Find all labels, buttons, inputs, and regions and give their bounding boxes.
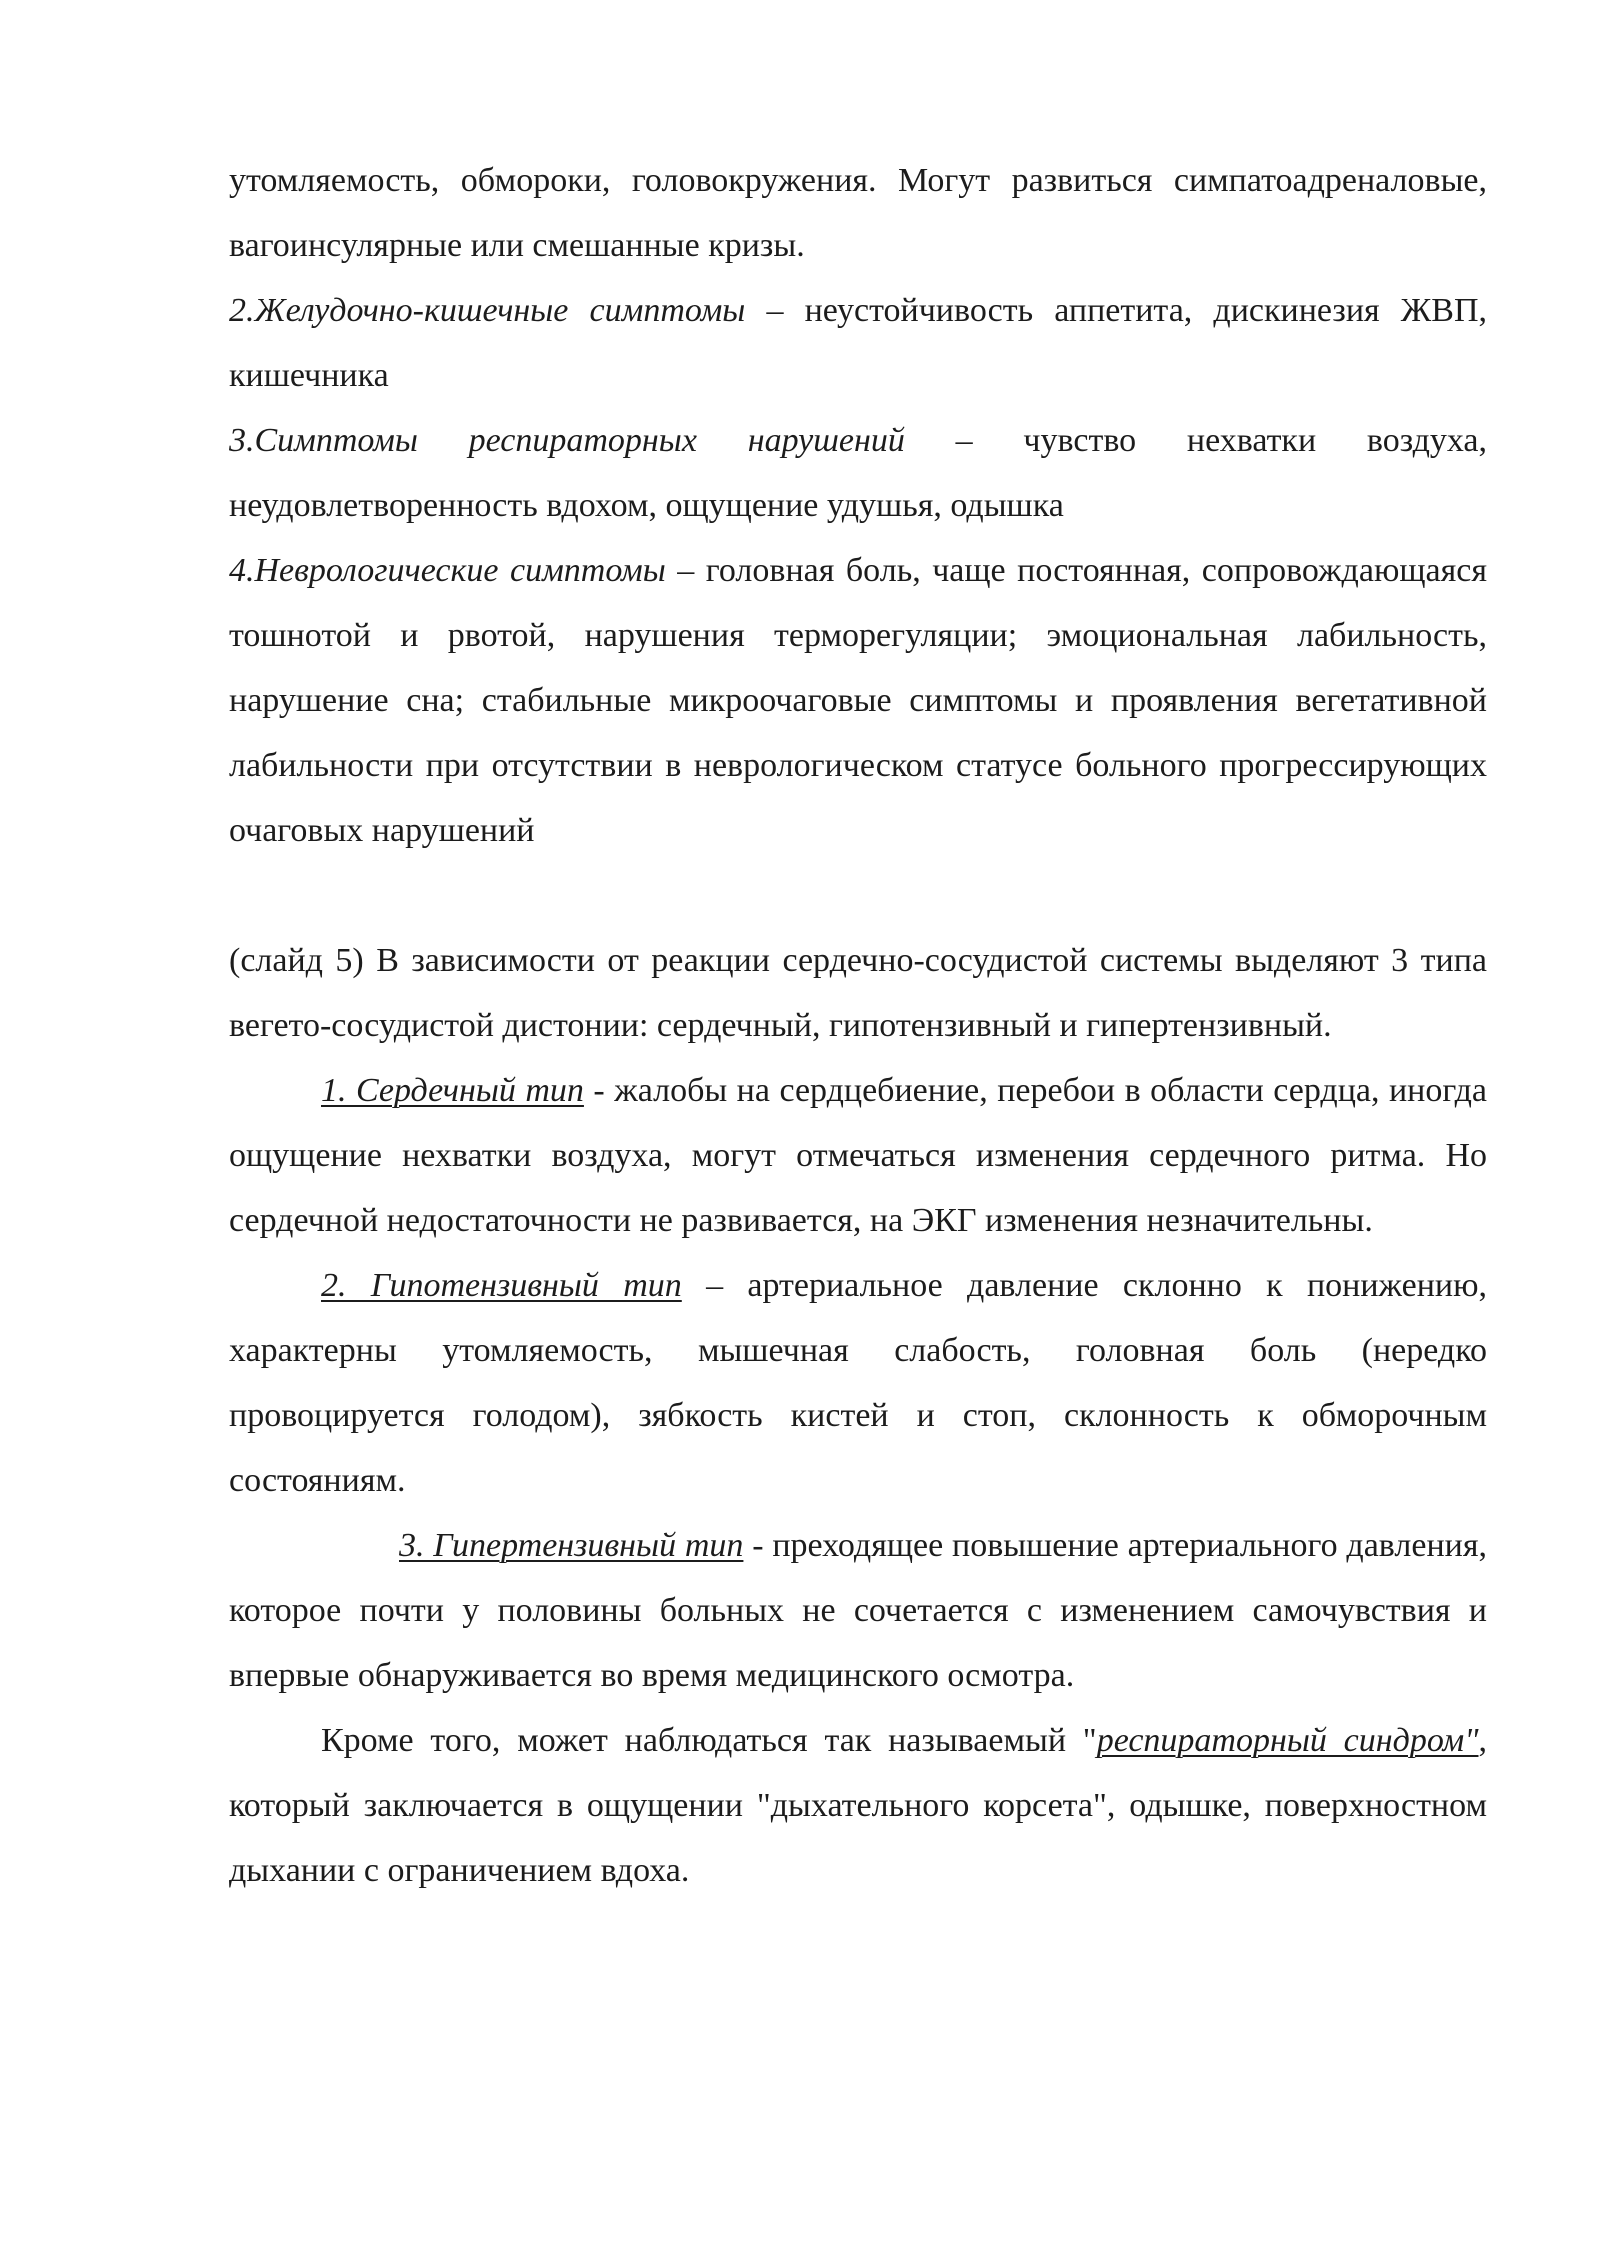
paragraph-text: утомляемость, обмороки, головокружения. Могут развиться симпатоадреналовые, вагоинсулярные или смешанные кризы. [229,162,1487,264]
paragraph-text: – головная боль, чаще постоянная, сопровождающаяся тошнотой и рвотой, нарушения терморегуляции; эмоциональная лабильность, нарушение сна; стабильные микроочаговые симптомы и проявления вегетативной лабильности при отсутствии в неврологическом статусе больного прогрессирующих очаговых нарушений [229,552,1487,849]
paragraph-heading: 3. Гипертензивный тип [399,1527,744,1564]
paragraph-gap [229,863,1487,928]
paragraph-cardiac-type [229,1058,1487,1253]
paragraph-slide-5 [229,928,1487,1058]
paragraph-heading: 4.Неврологические симптомы [229,552,666,589]
paragraph-heading: 2.Желудочно-кишечные симптомы [229,292,746,329]
document-body [229,148,1487,1903]
paragraph-heading: 1. Сердечный тип [321,1072,584,1109]
paragraph-respiratory-symptoms [229,408,1487,538]
paragraph-text: - преходящее повышение артериального давления, которое почти у половины больных не сочетается с изменением самочувствия и впервые обнаруживается во время медицинского осмотра. [229,1527,1487,1694]
paragraph-neuro-symptoms [229,538,1487,863]
paragraph-hypotensive-type [229,1253,1487,1513]
paragraph-text: , который заключается в ощущении "дыхательного корсета", одышке, поверхностном дыхании с ограничением вдоха. [229,1722,1487,1889]
paragraph-hypertensive-type [229,1513,1487,1708]
paragraph-gastro-symptoms [229,278,1487,408]
paragraph-text: – неустойчивость аппетита, дискинезия ЖВП, кишечника [229,292,1487,394]
paragraph-respiratory-syndrome [229,1708,1487,1903]
paragraph-text: – артериальное давление склонно к понижению, характерны утомляемость, мышечная слабость, головная боль (нередко провоцируется голодом), зябкость кистей и стоп, склонность к обморочным состояниям. [229,1267,1487,1499]
paragraph-heading: 3.Симптомы респираторных нарушений [229,422,905,459]
paragraph-text: - жалобы на сердцебиение, перебои в области сердца, иногда ощущение нехватки воздуха, могут отмечаться изменения сердечного ритма. Но сердечной недостаточности не развивается, на ЭКГ изменения незначительны. [229,1072,1487,1239]
paragraph-heading: 2. Гипотензивный тип [321,1267,682,1304]
paragraph-text: Кроме того, может наблюдаться так называемый " [321,1722,1097,1759]
paragraph-text: – чувство нехватки воздуха, неудовлетворенность вдохом, ощущение удушья, одышка [229,422,1488,524]
paragraph-text: (слайд 5) В зависимости от реакции сердечно-сосудистой системы выделяют 3 типа вегето-сосудистой дистонии: сердечный, гипотензивный и гипертензивный. [229,942,1487,1044]
paragraph-term: респираторный синдром" [1096,1722,1479,1759]
paragraph-symptoms-intro [229,148,1487,278]
